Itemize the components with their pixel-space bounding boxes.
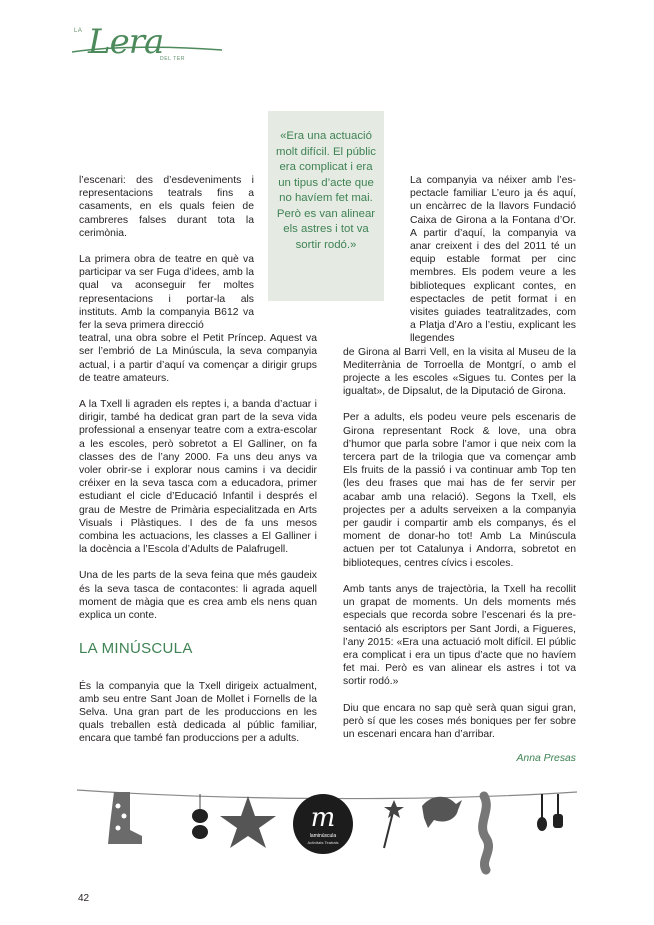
magazine-logo: [72, 22, 222, 66]
paragraph: La primera obra de teatre en què va participar va ser Fuga d’idees, amb la qual va aconseguir fer moltes representacions i portar-la als instituts. Amb la companyia B612 va fer la seva primera direcció: [79, 254, 254, 332]
pull-quote: «Era una actuació molt difícil. El públic era complicat i era un tipus d’acte que no havíem fet mai. Però es van alinear els astres i tot va sortir rodó.»: [268, 111, 384, 301]
paragraph: l’escenari: des d’esdeveniments i representacions teatrals fins a casaments, en els quals feien de cambreres falses durant tota la cerimònia.: [79, 175, 254, 239]
paragraph: Diu que encara no sap què serà quan sigui gran, però sí que les coses més boniques per fer sobre un escenari encara han d’arribar.: [343, 702, 576, 740]
paragraph: de Girona al Barri Vell, en la visita al Museu de la Mediterrània de Torroella de Montgrí, o amb el projecte a les escoles «Sigues tu. Contes per la igualtat», de Dipsalut, de la Diputació de Girona.: [343, 346, 576, 398]
page-number: 42: [78, 893, 90, 904]
clothesline-illustration: [72, 780, 582, 880]
star-icon: [220, 796, 276, 848]
logo-swoosh-icon: [72, 44, 222, 58]
paragraph: Una de les parts de la seva feina que més gaudeix és la seva tasca de contacontes: li agrada aquell moment de màgia que es crea amb els nens quan explica un conte.: [79, 570, 317, 622]
right-column: [343, 174, 576, 778]
author-signature: Anna Presas: [516, 753, 576, 765]
logo-small-text: LA: [74, 28, 83, 34]
paragraph: La companyia va néixer amb l’es-pectacle familiar L’euro ja és aquí, un encàrrec de la llavors Fundació Caixa de Girona a la Fontana d’Or. A partir d’aquí, la companyia va anar creixent i des del 2011 té un equip estable format per cinc membres. Els podem veure a les biblioteques explicant contes, en espectacles de petit format i en visites guiades teatralitzades, com a Platja d’Aro a l’estiu, explicant les llegendes: [410, 175, 576, 345]
dragon-icon: [422, 797, 462, 828]
sunglasses-icon: [192, 794, 208, 839]
boot-icon: [108, 792, 142, 844]
paragraph: teatral, una obra sobre el Petit Príncep. Aquest va ser l’embrió de La Minúscula, la seva companyia actual, i a partir d’aquí va començar a dirigir grups de teatre amateurs.: [79, 333, 317, 384]
footer-logo-letter: m: [310, 803, 336, 833]
section-heading: LA MINÚSCULA: [79, 640, 193, 658]
right-wrapped-block: [410, 174, 576, 346]
logo-subtitle: DEL TER: [160, 56, 186, 62]
la-minuscula-logo: [293, 794, 353, 854]
paragraph: A la Txell li agraden els reptes i, a banda d’actuar i dirigir, també ha dedicat gran part de la seva vida professional a ensenyar teatre com a extra-escolar a les escoles, però sobretot a El Galliner, on fa classes des de l’any 2000. Fa uns deu anys va voler obrir-se i explorar nous camins i va decidir créixer en la seva tasca com a educadora, primer estudiant el cicle d’Educació Infantil i després el grau de Mestre de Primària especialitzada en Arts Visuals i Plàstiques. I des de fa uns mesos combina les actuacions, les classes a El Galliner i la docència a l’Escola d’Adults de Palafrugell.: [79, 399, 317, 556]
left-column: [79, 174, 317, 759]
magic-wand-icon: [384, 800, 404, 848]
spatula-icon: [553, 794, 563, 828]
paragraph: És la companyia que la Txell dirigeix actualment, amb seu entre Sant Joan de Mollet i Fornells de la Selva. Una gran part de les produccions en les quals treballen està dedicada al públic familiar, encara que també fan produccions per a adults.: [79, 680, 317, 745]
left-wrapped-block: [79, 174, 254, 332]
paragraph: Per a adults, els podeu veure pels escenaris de Girona representant Rock & love, una obra d’humor que parla sobre l’amor i que neix com la tercera part de la trilogia que va començar amb Els fruits de la passió i va continuar amb Top ten (les deu frases que mai has de fer servir per acabar amb una relació). Segons la Txell, els projectes per a adults serveixen a la companyia per gaudir i compartir amb els companys, és el moment de donar-ho tot! Amb La Minúscula actuen per tot Catalunya i Andorra, sobretot en biblioteques, centres cívics i escoles.: [343, 412, 576, 569]
footer-logo-tag: Activitats Teatrals: [307, 840, 339, 845]
logo-wordmark: Lera: [88, 22, 164, 62]
footer-logo-name: laminúscula: [309, 833, 337, 839]
ladle-icon: [537, 794, 547, 831]
feather-boa-icon: [483, 796, 489, 870]
paragraph: Amb tants anys de trajectòria, la Txell ha recollit un grapat de moments. Un dels moments més especials que recorda sobre l’escenari és la pre-sentació als escriptors per Sant Jordi, a Figueres, l’any 2015: «Era una actuació molt difícil. El públic era complicat i era un tipus d’acte que no havíem fet mai. Però es van alinear els astres i tot va sortir rodó.»: [343, 583, 576, 688]
